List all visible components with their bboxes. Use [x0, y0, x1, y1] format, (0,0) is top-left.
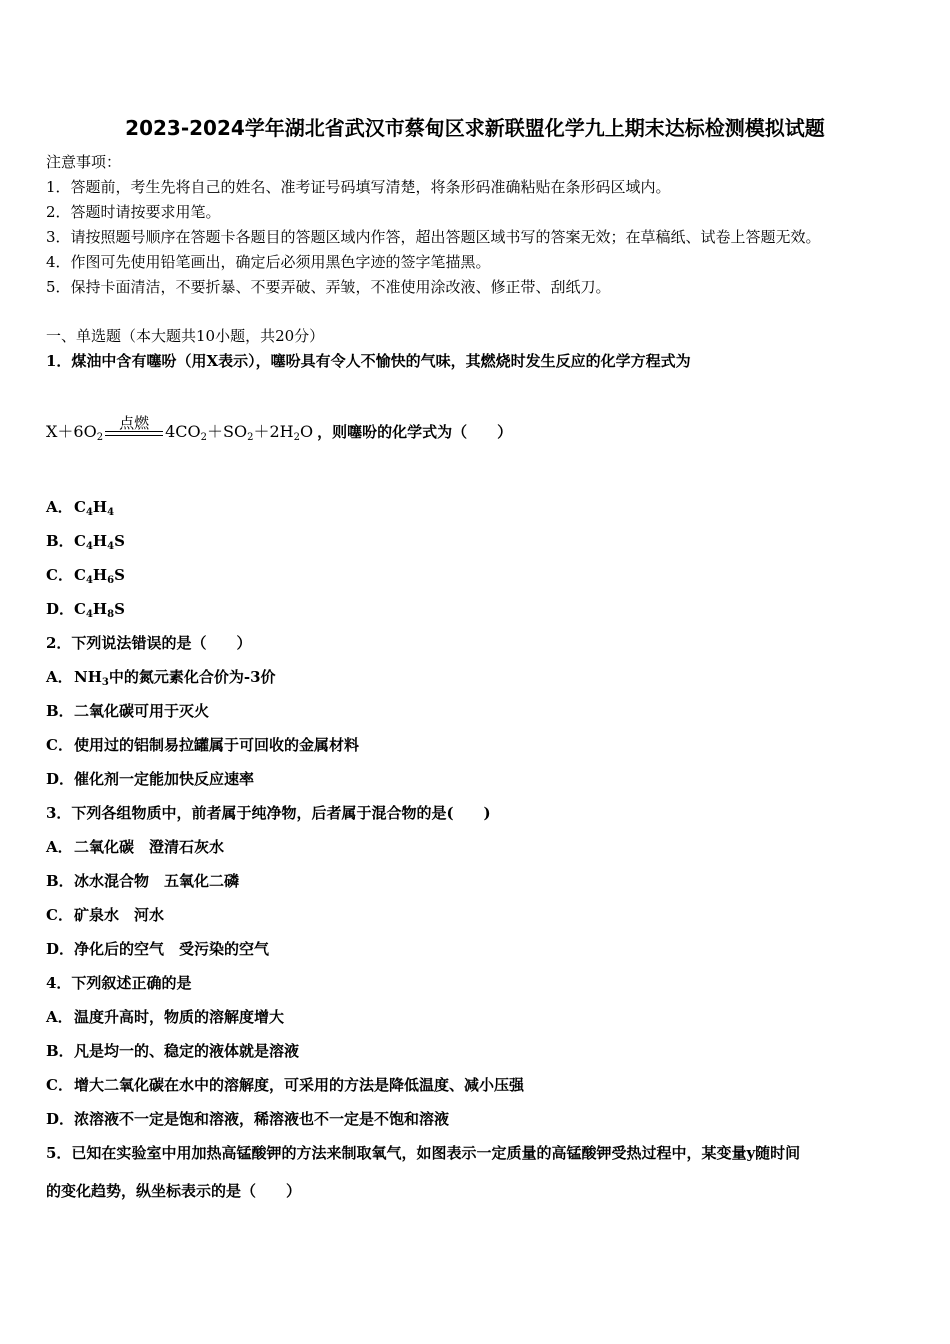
section-heading: 一、单选题（本大题共10小题，共20分）	[46, 327, 325, 345]
notice-heading: 注意事项：	[46, 153, 122, 171]
q3-stem: 3．下列各组物质中，前者属于纯净物，后者属于混合物的是( )	[46, 804, 491, 822]
q4-stem: 4．下列叙述正确的是	[46, 974, 192, 992]
q5-stem-line-2: 的变化趋势，纵坐标表示的是（ ）	[46, 1182, 302, 1200]
q1-option-a: A．$C_4H_4$	[46, 498, 115, 518]
notice-item-1: 1．答题前，考生先将自己的姓名、准考证号码填写清楚，将条形码准确粘贴在条形码区域内。	[46, 178, 671, 196]
notice-item-2: 2．答题时请按要求用笔。	[46, 203, 221, 221]
q2-option-b: B．二氧化碳可用于灭火	[46, 702, 210, 720]
q4-option-b: B．凡是均一的、稳定的液体就是溶液	[46, 1042, 300, 1060]
eq-arrow	[105, 412, 163, 442]
notice-item-3: 3．请按照题号顺序在答题卡各题目的答题区域内作答，超出答题区域书写的答案无效；在草稿纸、试卷上答题无效。	[46, 228, 821, 246]
q4-option-c: C．增大二氧化碳在水中的溶解度，可采用的方法是降低温度、减小压强	[46, 1076, 525, 1094]
eq-question: ，则噻吩的化学式为（ ）	[317, 423, 513, 441]
q1-chemical-equation	[46, 412, 512, 462]
q1-option-d: D．$C_4H_8S$	[46, 600, 125, 620]
q2-stem: 2．下列说法错误的是（ ）	[46, 634, 252, 652]
q1-option-c: C．$C_4H_6S$	[46, 566, 125, 586]
eq-condition: 点燃	[119, 414, 150, 432]
q2-option-d: D．催化剂一定能加快反应速率	[46, 770, 255, 788]
eq-reactants: $X+6O_2$	[46, 422, 104, 443]
q1-option-b: B．$C_4H_4S$	[46, 532, 125, 552]
q3-option-a: A．二氧化碳 澄清石灰水	[46, 838, 225, 856]
q2-option-a: A．$NH_3$中的氮元素化合价为-3价	[46, 668, 276, 688]
q2-option-c: C．使用过的铝制易拉罐属于可回收的金属材料	[46, 736, 360, 754]
q4-option-d: D．浓溶液不一定是饱和溶液，稀溶液也不一定是不饱和溶液	[46, 1110, 450, 1128]
notice-item-4: 4．作图可先使用铅笔画出，确定后必须用黑色字迹的签字笔描黑。	[46, 253, 491, 271]
q3-option-c: C．矿泉水 河水	[46, 906, 165, 924]
q4-option-a: A．温度升高时，物质的溶解度增大	[46, 1008, 285, 1026]
eq-products: $4CO_2+SO_2+2H_2O$	[165, 422, 314, 443]
q3-option-d: D．净化后的空气 受污染的空气	[46, 940, 270, 958]
q3-option-b: B．冰水混合物 五氧化二磷	[46, 872, 240, 890]
q5-stem-line-1: 5．已知在实验室中用加热高锰酸钾的方法来制取氧气，如图表示一定质量的高锰酸钾受热过程中，某变量y随时间	[46, 1144, 801, 1162]
q1-stem: 1．煤油中含有噻吩（用X表示），噻吩具有令人不愉快的气味，其燃烧时发生反应的化学方程式为	[46, 352, 691, 370]
page-title: 2023-2024学年湖北省武汉市蔡甸区求新联盟化学九上期末达标检测模拟试题	[125, 116, 825, 140]
notice-item-5: 5．保持卡面清洁，不要折暴、不要弄破、弄皱，不准使用涂改液、修正带、刮纸刀。	[46, 278, 611, 296]
